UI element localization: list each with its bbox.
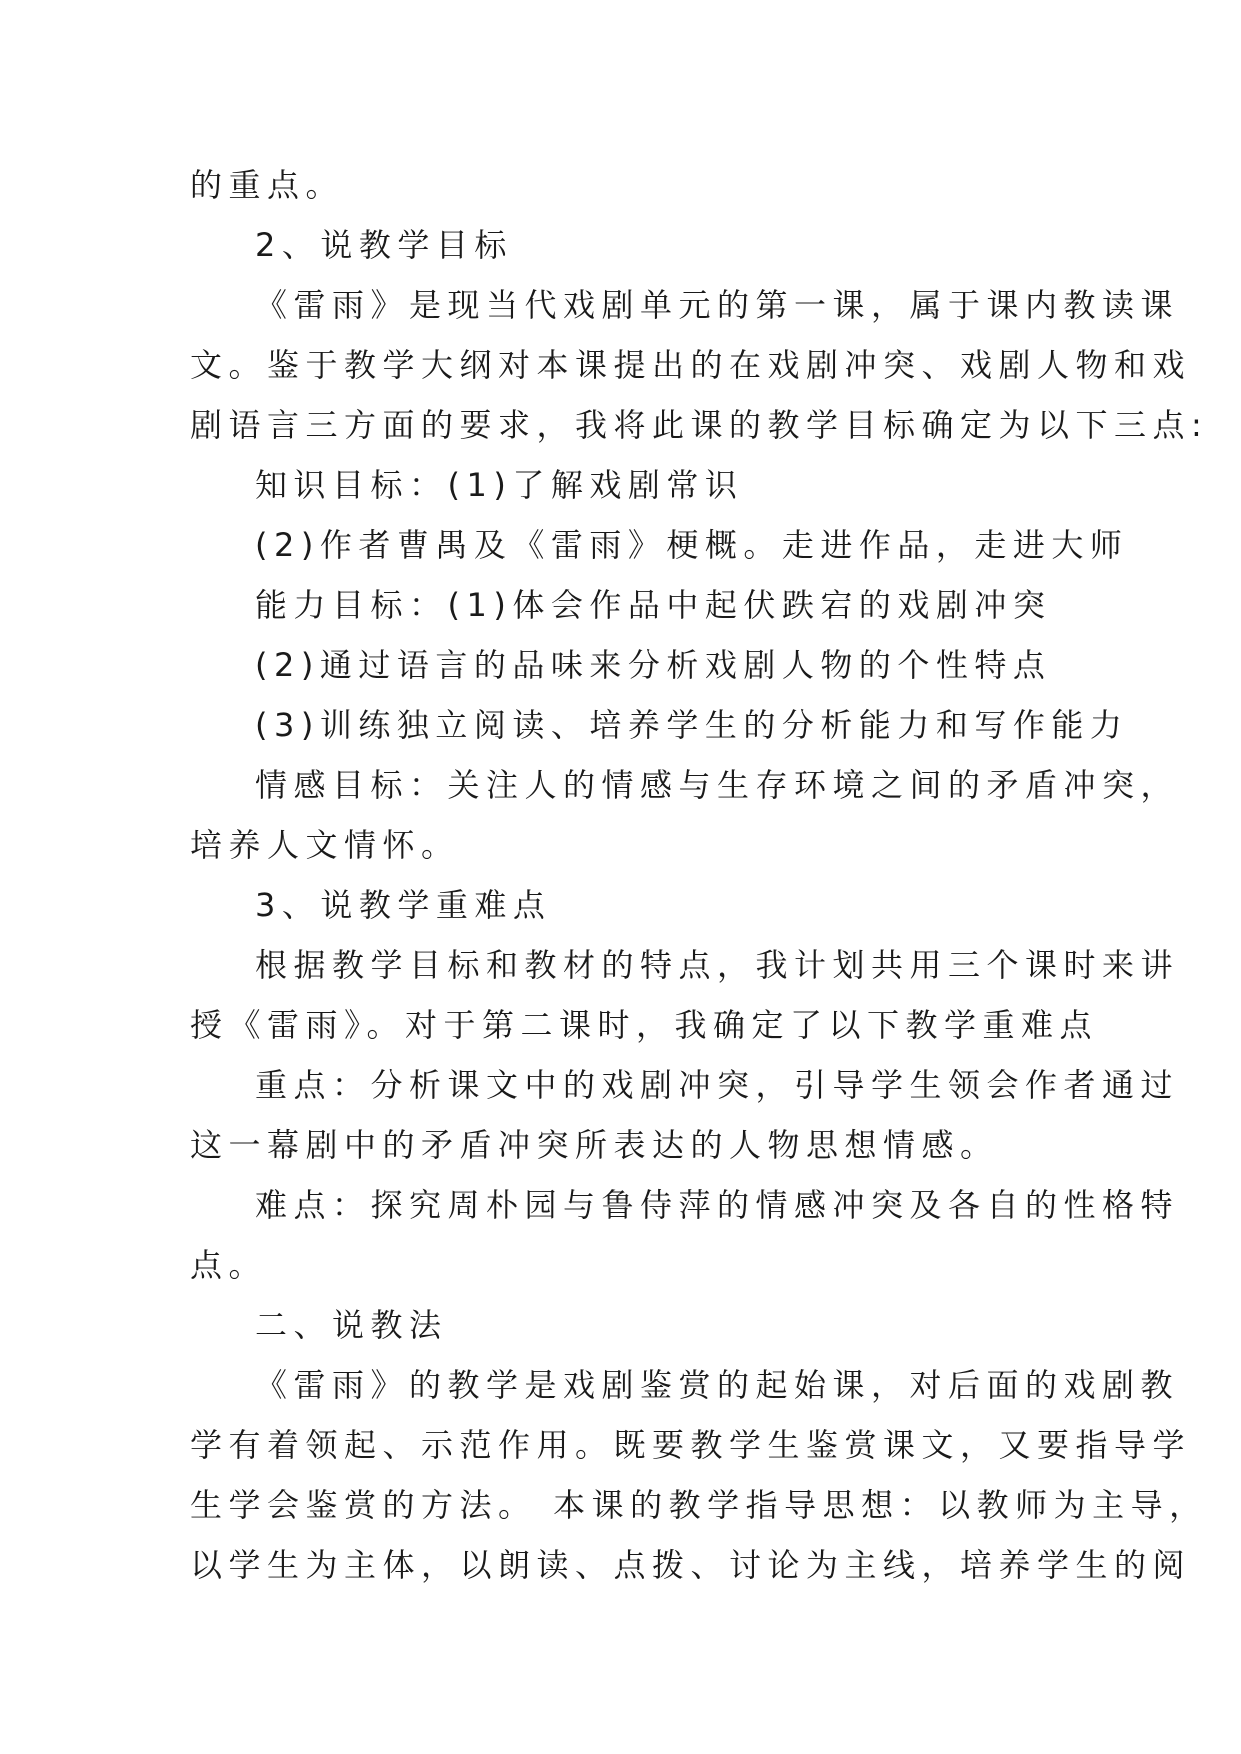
text-line: 培养人文情怀。 xyxy=(190,826,460,864)
text-line: 文。鉴于教学大纲对本课提出的在戏剧冲突、戏剧人物和戏 xyxy=(190,346,1192,384)
section-heading: 3、说教学重难点 xyxy=(255,886,552,924)
text-line: 情感目标：关注人的情感与生存环境之间的矛盾冲突， xyxy=(255,766,1180,804)
text-line: 重点：分析课文中的戏剧冲突，引导学生领会作者通过 xyxy=(255,1066,1180,1104)
text-line: 学有着领起、示范作用。既要教学生鉴赏课文，又要指导学 xyxy=(190,1426,1192,1464)
text-line: 点。 xyxy=(190,1246,268,1284)
text-line: (2)作者曹禺及《雷雨》梗概。走进作品，走进大师 xyxy=(255,526,1129,564)
text-line: 剧语言三方面的要求，我将此课的教学目标确定为以下三点: xyxy=(190,406,1209,444)
text-line: 难点：探究周朴园与鲁侍萍的情感冲突及各自的性格特 xyxy=(255,1186,1180,1224)
section-heading: 2、说教学目标 xyxy=(255,226,513,264)
text-line: 的重点。 xyxy=(190,166,345,204)
text-line: 《雷雨》是现当代戏剧单元的第一课，属于课内教读课 xyxy=(255,286,1180,324)
text-line: 《雷雨》的教学是戏剧鉴赏的起始课，对后面的戏剧教 xyxy=(255,1366,1180,1404)
text-line: 根据教学目标和教材的特点，我计划共用三个课时来讲 xyxy=(255,946,1180,984)
text-line: 知识目标：(1)了解戏剧常识 xyxy=(255,466,744,504)
text-line: 以学生为主体，以朗读、点拨、讨论为主线，培养学生的阅 xyxy=(190,1546,1192,1584)
text-line: 生学会鉴赏的方法。 本课的教学指导思想：以教师为主导， xyxy=(190,1486,1208,1524)
text-line: (2)通过语言的品味来分析戏剧人物的个性特点 xyxy=(255,646,1052,684)
text-line: 这一幕剧中的矛盾冲突所表达的人物思想情感。 xyxy=(190,1126,999,1164)
text-line: 能力目标：(1)体会作品中起伏跌宕的戏剧冲突 xyxy=(255,586,1052,624)
text-line: 授《雷雨》。对于第二课时，我确定了以下教学重难点 xyxy=(190,1006,1099,1044)
text-line: (3)训练独立阅读、培养学生的分析能力和写作能力 xyxy=(255,706,1129,744)
section-heading: 二、说教法 xyxy=(255,1306,448,1344)
